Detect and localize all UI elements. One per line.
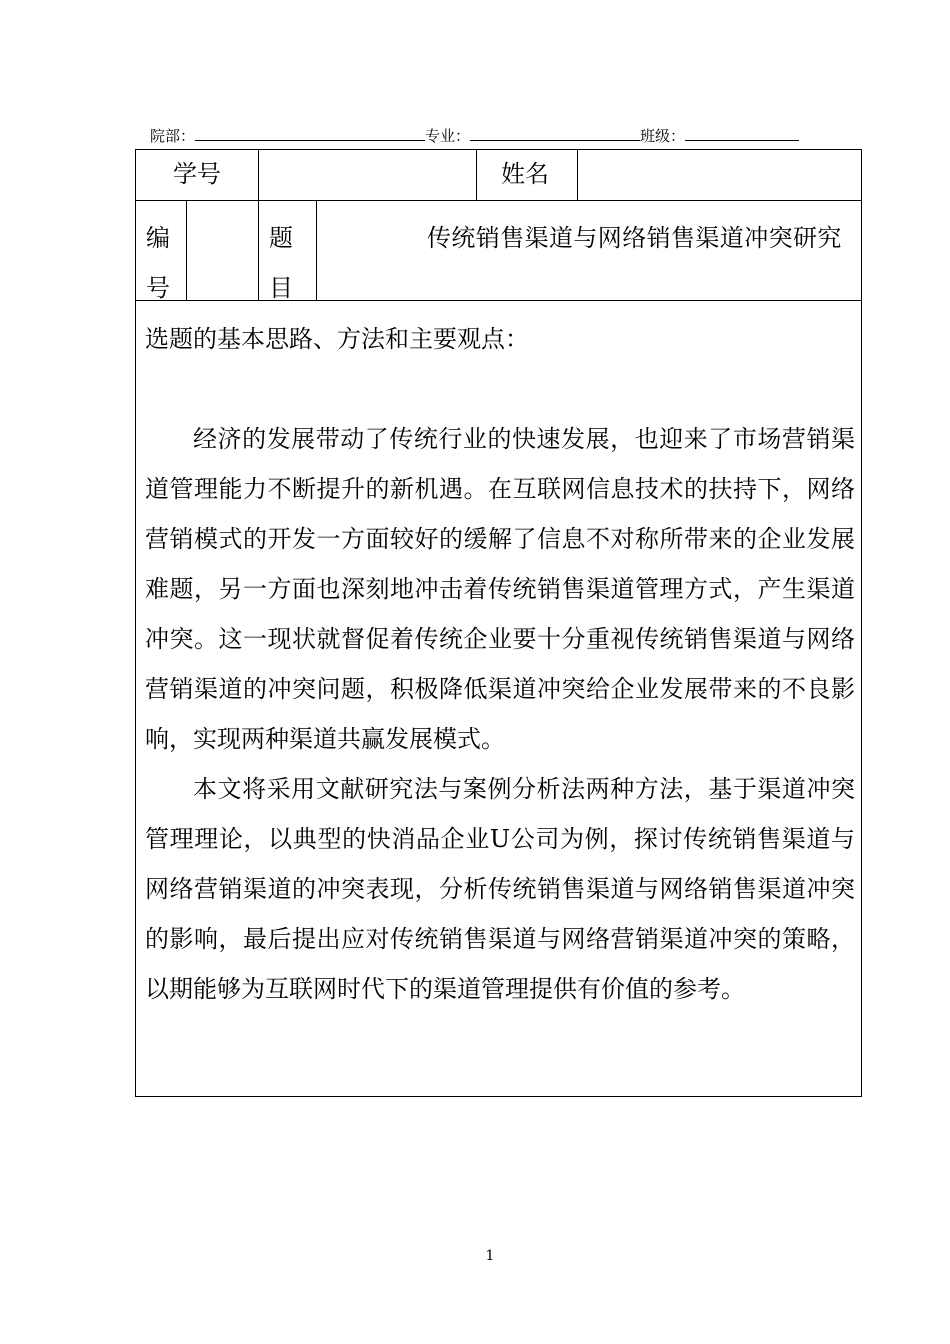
class-blank <box>685 126 799 141</box>
header-info-line <box>150 124 850 148</box>
student-id-label-cell <box>136 150 259 200</box>
number-value-cell <box>187 201 259 300</box>
form-row-topic <box>136 201 861 301</box>
department-blank <box>195 126 425 141</box>
proposal-form-table <box>135 149 862 1097</box>
name-label-cell <box>477 150 578 200</box>
topic-title: 传统销售渠道与网络销售渠道冲突研究 <box>427 224 842 252</box>
topic-label <box>269 213 299 313</box>
body-paragraph: 经济的发展带动了传统行业的快速发展，也迎来了市场营销渠道管理能力不断提升的新机遇。在互联网信息技术的扶持下，网络营销模式的开发一方面较好的缓解了信息不对称所带来的企业发展难题，另一方面也深刻地冲击着传统销售渠道管理方式，产生渠道冲突。这一现状就督促着传统企业要十分重视传统销售渠道与网络营销渠道的冲突问题，积极降低渠道冲突给企业发展带来的不良影响，实现两种渠道共赢发展模式。 <box>145 425 855 753</box>
topic-label-line2: 目 <box>269 274 293 302</box>
number-label-cell <box>136 201 187 300</box>
department-label: 院部： <box>150 127 196 145</box>
body-paragraph: 本文将采用文献研究法与案例分析法两种方法，基于渠道冲突管理理论，以典型的快消品企业U公司为例，探讨传统销售渠道与网络营销渠道的冲突表现，分析传统销售渠道与网络销售渠道冲突的影响，最后提出应对传统销售渠道与网络营销渠道冲突的策略，以期能够为互联网时代下的渠道管理提供有价值的参考。 <box>145 775 855 1003</box>
major-blank <box>470 126 640 141</box>
page-number: 1 <box>485 1248 495 1264</box>
number-label-line1: 编 <box>146 224 170 252</box>
student-id-value-cell <box>259 150 477 200</box>
form-row-student-info <box>136 150 861 201</box>
topic-label-line1: 题 <box>269 224 293 252</box>
number-label <box>146 213 176 313</box>
topic-label-cell <box>259 201 317 300</box>
class-label: 班级： <box>640 127 686 145</box>
topic-value-cell <box>317 201 861 300</box>
major-label: 专业： <box>425 127 471 145</box>
number-label-line2: 号 <box>146 274 170 302</box>
section-heading: 选题的基本思路、方法和主要观点： <box>145 325 529 353</box>
name-value-cell <box>578 150 861 200</box>
proposal-content <box>145 314 855 1014</box>
student-id-label: 学号 <box>173 160 221 188</box>
name-label: 姓名 <box>501 160 549 188</box>
